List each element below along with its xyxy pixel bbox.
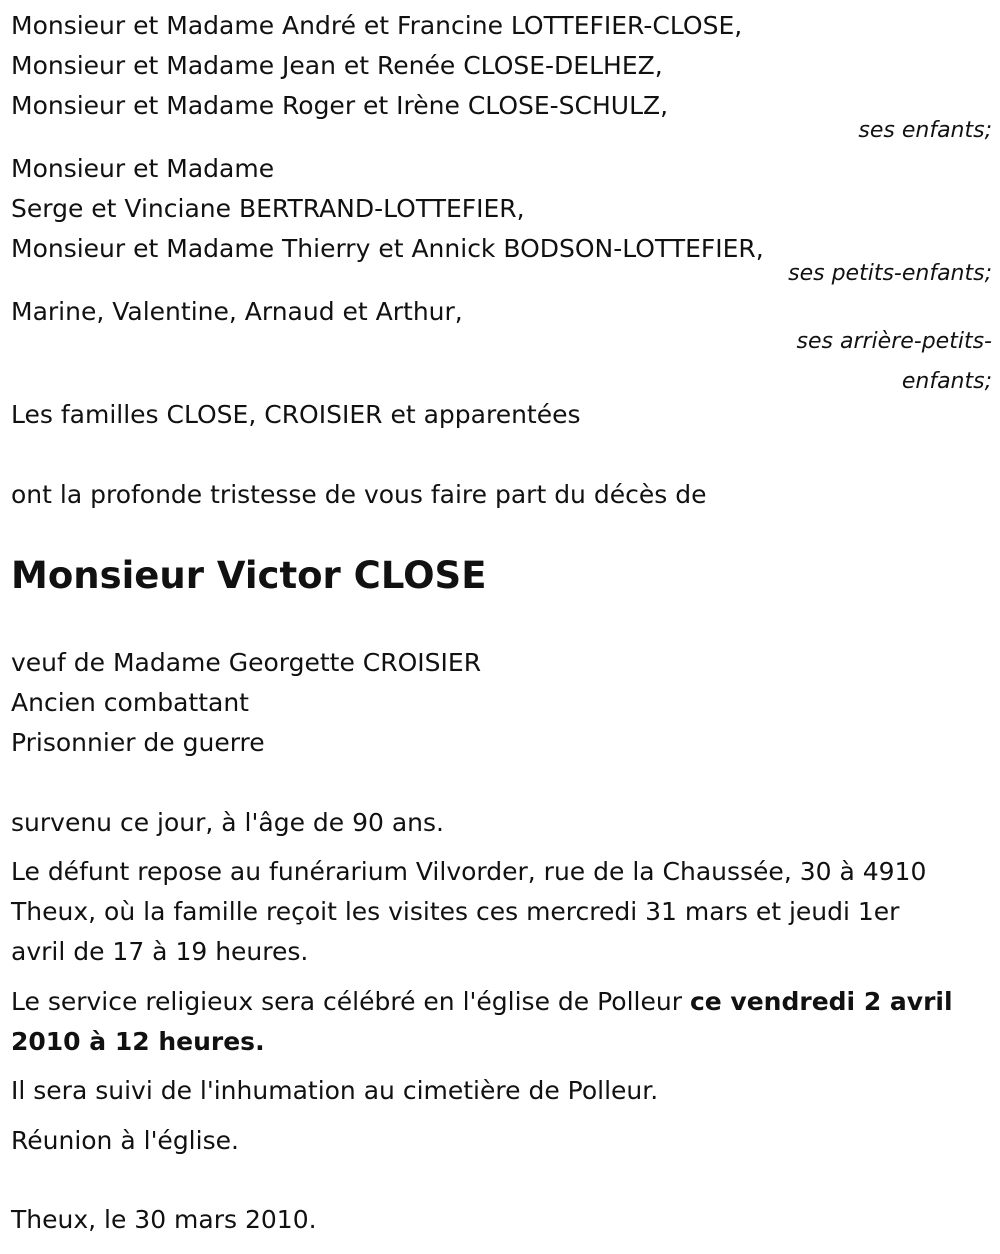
grandchild-line-2: Serge et Vinciane BERTRAND-LOTTEFIER, [11,194,525,223]
families-line: Les familles CLOSE, CROISIER et apparentées [11,400,581,429]
death-info: survenu ce jour, à l'âge de 90 ans. [11,808,444,837]
meeting-line: Réunion à l'église. [11,1126,239,1155]
service-text: Le service religieux sera célébré en l'église de Polleur [11,987,690,1016]
grandchildren-role: ses petits-enfants; [788,261,992,286]
great-grandchildren-role-1: ses arrière-petits- [796,329,992,354]
child-line-1: Monsieur et Madame André et Francine LOTTEFIER-CLOSE, [11,11,743,40]
service-date-bold-2: 2010 à 12 heures. [11,1027,265,1056]
grandchild-line-3: Monsieur et Madame Thierry et Annick BODSON-LOTTEFIER, [11,234,764,263]
great-grandchildren-line: Marine, Valentine, Arnaud et Arthur, [11,297,463,326]
viewing-line-1: Le défunt repose au funérarium Vilvorder, rue de la Chaussée, 30 à 4910 [11,857,927,886]
deceased-detail-veteran: Ancien combattant [11,688,249,717]
children-role: ses enfants; [858,118,992,143]
place-date: Theux, le 30 mars 2010. [11,1205,317,1234]
viewing-line-2: Theux, où la famille reçoit les visites ces mercredi 31 mars et jeudi 1er [11,897,900,926]
viewing-line-3: avril de 17 à 19 heures. [11,937,309,966]
burial-line: Il sera suivi de l'inhumation au cimetière de Polleur. [11,1076,659,1105]
child-line-2: Monsieur et Madame Jean et Renée CLOSE-DELHEZ, [11,51,663,80]
service-date-bold-1: ce vendredi 2 avril [689,987,953,1016]
service-line-1 [11,982,953,1022]
deceased-detail-widower: veuf de Madame Georgette CROISIER [11,648,482,677]
child-line-3: Monsieur et Madame Roger et Irène CLOSE-SCHULZ, [11,91,669,120]
grandchild-line-1: Monsieur et Madame [11,154,275,183]
great-grandchildren-role-2: enfants; [901,369,992,394]
deceased-name: Monsieur Victor CLOSE [11,554,487,597]
deceased-detail-prisoner: Prisonnier de guerre [11,728,265,757]
announcement-line: ont la profonde tristesse de vous faire part du décès de [11,480,707,509]
